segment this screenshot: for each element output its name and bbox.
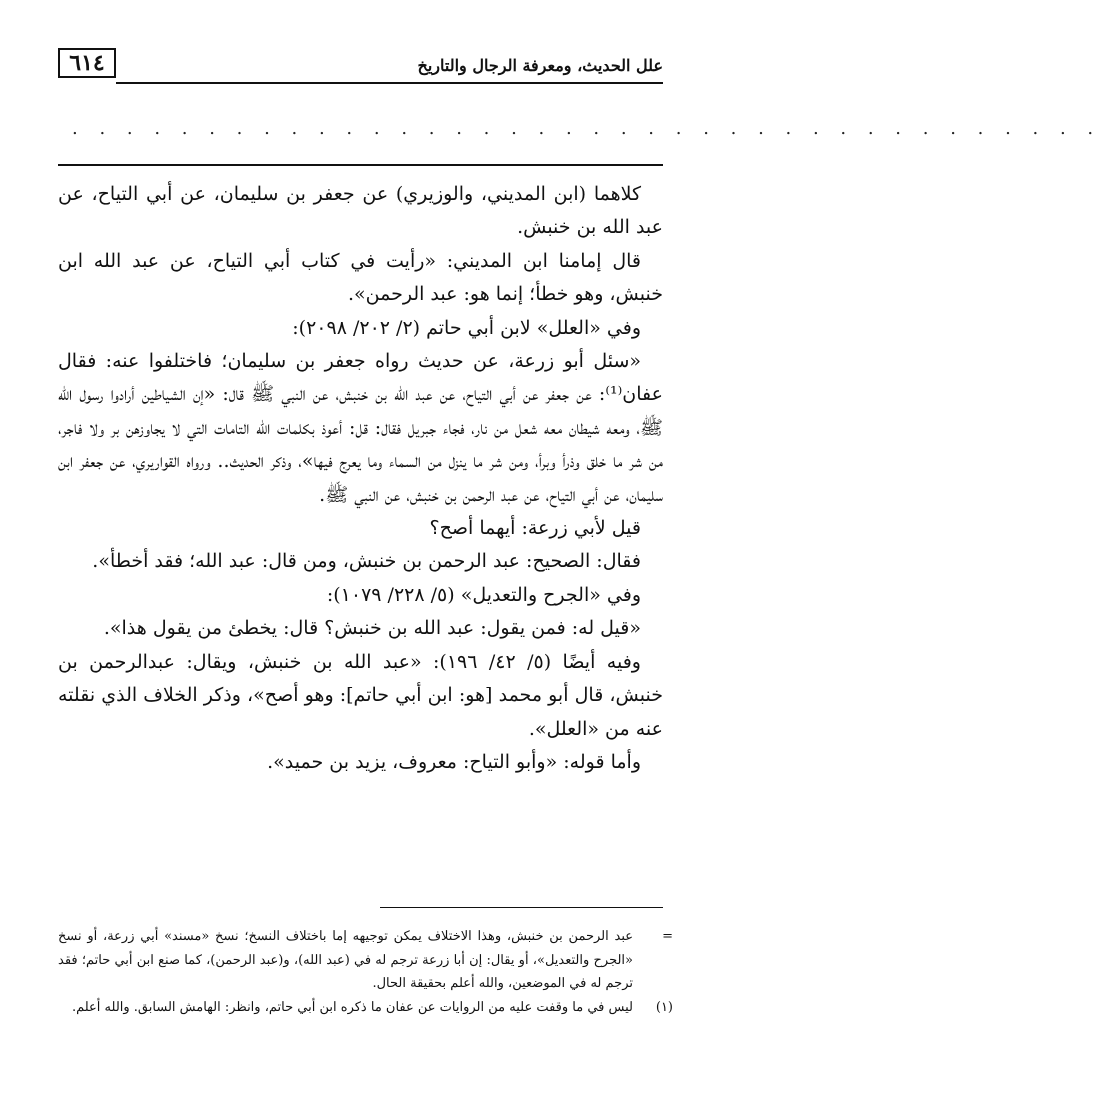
paragraph: قال إمامنا ابن المديني: «رأيت في كتاب أبي التياح، عن عبد الله ابن خنبش، وهو خطأ؛ إنما هو: عبد الرحمن». (58, 249, 663, 306)
footnote-rule (380, 907, 663, 908)
paragraph: وفي «العلل» لابن أبي حاتم (٢/ ٢٠٢/ ٢٠٩٨): (292, 316, 641, 339)
footnote-text: ليس في ما وقفت عليه من الروايات عن عفان ما ذكره ابن أبي حاتم، وانظر: الهامش السابق. والله أعلم. (71, 999, 633, 1015)
paragraph: وفيه أيضًا (٥/ ٤٢/ ١٩٦): «عبد الله بن خنبش، ويقال: عبدالرحمن بن خنبش، قال أبو محمد [هو: ابن أبي حاتم]: وهو أصح»، وذكر الخلاف الذي نقلته عنه من «العلل». (58, 650, 663, 740)
paragraph: وأما قوله: «وأبو التياح: معروف، يزيد بن حميد». (267, 750, 641, 773)
paragraph: وفي «الجرح والتعديل» (٥/ ٢٢٨/ ١٠٧٩): (326, 583, 641, 606)
footnote-1 (58, 996, 673, 1020)
footnote-text: عبد الرحمن بن خنبش، وهذا الاختلاف يمكن توجيهه إما باختلاف النسخ؛ نسخ «مسند» أبي زرعة، أو نسخ «الجرح والتعديل»، أو يقال: إن أبا زرعة ترجم له في (عبد الله)، و(عبد الرحمن)، كما صنع ابن أبي حاتم؛ فقد ترجم له في الموضعين، والله أعلم بحقيقة الحال. (58, 929, 633, 991)
paragraph: فقال: الصحيح: عبد الرحمن بن خنبش، ومن قال: عبد الله؛ فقد أخطأ». (92, 550, 641, 573)
section-rule (58, 164, 663, 166)
paragraph: «قيل له: فمن يقول: عبد الله بن خنبش؟ قال: يخطئ من يقول هذا». (103, 617, 641, 640)
footnotes (58, 925, 673, 1019)
page-number: ٦١٤ (58, 48, 116, 78)
page-header (58, 46, 663, 86)
main-text (58, 178, 663, 779)
paragraph: «سئل أبو زرعة، عن حديث رواه جعفر بن سليمان؛ فاختلفوا عنه: فقال عفان⁽¹⁾: عن جعفر عن أبي التياح، عن عبد الله بن خنبش، عن النبي ﷺ قال: «إن الشياطين أرادوا رسول الله ﷺ، ومعه شيطان معه شعل من نار، فجاء جبريل فقال: قل: أعوذ بكلمات الله التامات التي لا يجاوزهن بر ولا فاجر، من شر ما خلق وذرأ وبرأ، ومن شر ما ينزل من السماء وما يعرج فيها»، وذكر الحديث.. ورواه القواريري، عن جعفر ابن سليمان، عن أبي التياح، عن عبد الرحمن بن خنبش، عن النبي ﷺ. (58, 350, 663, 506)
footnote-continued (58, 925, 673, 996)
paragraph: قيل لأبي زرعة: أيهما أصح؟ (429, 517, 641, 540)
ellipsis-dots: . . . . . . . . . . . . . . . . . . . . . . . . . . . . . . . . . . . . . . (72, 118, 1101, 139)
header-rule (116, 82, 663, 84)
footnote-marker: (١) (655, 999, 673, 1015)
paragraph: كلاهما (ابن المديني، والوزيري) عن جعفر بن سليمان، عن أبي التياح، عن عبد الله بن خنبش. (58, 183, 663, 239)
footnote-marker: = (662, 929, 673, 944)
running-title: علل الحديث، ومعرفة الرجال والتاريخ (417, 56, 663, 75)
